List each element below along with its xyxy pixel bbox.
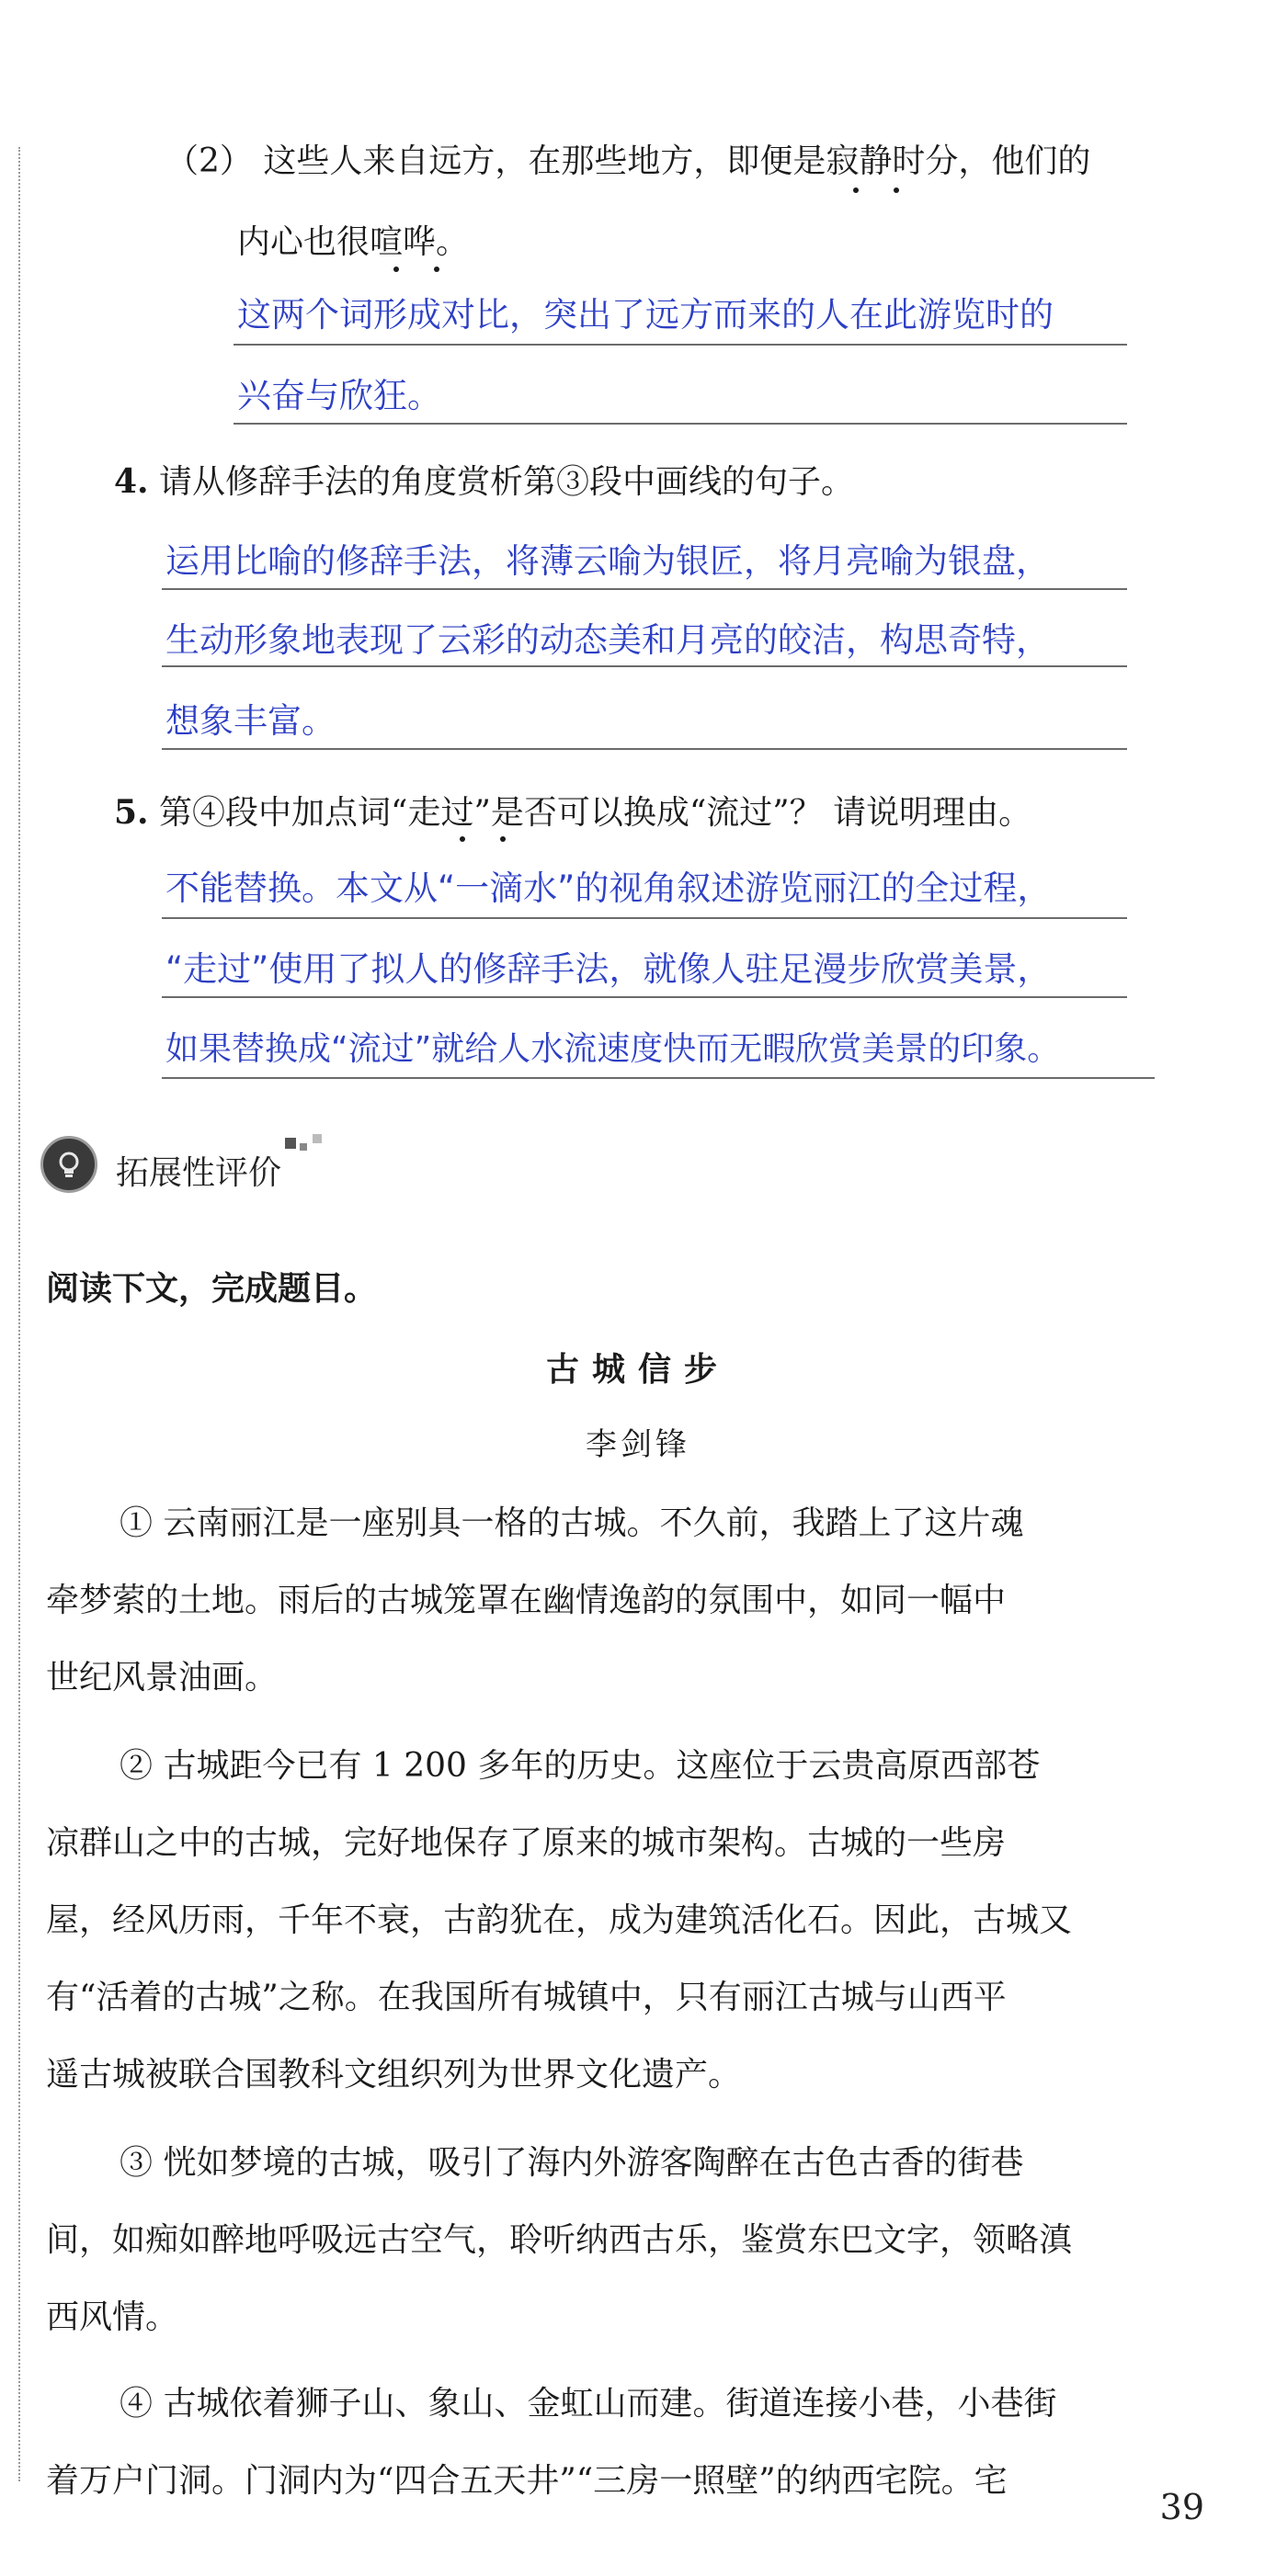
reading-instruction: 阅读下文，完成题目。	[46, 1270, 378, 1308]
badge-circle	[40, 1136, 97, 1193]
q3-answer-line: 这两个词形成对比，突出了远方而来的人在此游览时的	[237, 295, 1054, 335]
emphasis-dot	[393, 267, 399, 272]
emphasis-dot	[434, 267, 439, 272]
emphasis-dot	[853, 187, 859, 193]
article-line: 有“活着的古城”之称。在我国所有城镇中，只有丽江古城与山西平	[46, 1979, 1007, 2016]
answer-rule	[162, 996, 1127, 998]
article-line: ② 古城距今已有 1 200 多年的历史。这座位于云贵高原西部苍	[120, 1747, 1041, 1785]
q4-answer-line: 运用比喻的修辞手法，将薄云喻为银匠，将月亮喻为银盘，	[165, 541, 1050, 581]
emphasis-dot	[500, 836, 506, 842]
page-number: 39	[1159, 2487, 1204, 2527]
answer-rule	[234, 344, 1127, 346]
answer-rule	[162, 665, 1127, 667]
badge-decoration	[285, 1138, 296, 1149]
section-header	[40, 1132, 316, 1198]
emphasis-dot	[460, 836, 465, 842]
article-line: 间，如痴如醉地呼吸远古空气，聆听纳西古乐，鉴赏东巴文字，领略滇	[46, 2221, 1073, 2259]
article-title: 古城信步	[545, 1351, 730, 1389]
article-author: 李剑锋	[586, 1426, 690, 1463]
article-line: 西风情。	[46, 2298, 179, 2336]
answer-rule	[162, 748, 1127, 750]
article-line: ④ 古城依着狮子山、象山、金虹山而建。街道连接小巷，小巷街	[120, 2385, 1057, 2423]
article-line: 屋，经风历雨，千年不衰，古韵犹在，成为建筑活化石。因此，古城又	[46, 1901, 1073, 1939]
answer-rule	[234, 423, 1127, 425]
q5-answer-line: 如果替换成“流过”就给人水流速度快而无暇欣赏美景的印象。	[165, 1030, 1061, 1068]
badge-decoration	[313, 1134, 322, 1143]
article-line: ③ 恍如梦境的古城，吸引了海内外游客陶醉在古色古香的街巷	[120, 2144, 1024, 2182]
article-line: 着万户门洞。门洞内为“四合五天井”“三房一照壁”的纳西宅院。宅	[46, 2462, 1008, 2500]
article-line: 世纪风景油画。	[46, 1659, 279, 1697]
q3-part2-line1: （2） 这些人来自远方，在那些地方，即便是寂静时分，他们的	[165, 142, 1091, 180]
article-line: ① 云南丽江是一座别具一格的古城。不久前，我踏上了这片魂	[120, 1504, 1024, 1542]
q5-question	[114, 793, 1032, 832]
section-label: 拓展性评价	[116, 1154, 282, 1192]
article-line: 遥古城被联合国教科文组织列为世界文化遗产。	[46, 2056, 742, 2094]
article-line: 凉群山之中的古城，完好地保存了原来的城市架构。古城的一些房	[46, 1824, 1007, 1862]
q4-answer-line: 生动形象地表现了云彩的动态美和月亮的皎洁，构思奇特，	[165, 620, 1050, 660]
article-line: 牵梦萦的土地。雨后的古城笼罩在幽情逸韵的氛围中，如同一幅中	[46, 1582, 1007, 1619]
q4-answer-line: 想象丰富。	[165, 701, 336, 741]
answer-rule	[162, 588, 1127, 590]
q4-question	[114, 462, 855, 501]
emphasis-dot	[894, 187, 899, 193]
lightbulb-icon	[53, 1149, 85, 1180]
q4-number: 4.	[114, 462, 149, 501]
badge-decoration	[300, 1143, 307, 1151]
margin-dotted-line	[18, 147, 20, 2481]
q5-number: 5.	[114, 793, 149, 832]
q3-answer-line: 兴奋与欣狂。	[237, 376, 441, 415]
q5-text: 第④段中加点词“走过”是否可以换成“流过”？ 请说明理由。	[159, 794, 1032, 832]
q4-text: 请从修辞手法的角度赏析第③段中画线的句子。	[159, 463, 855, 501]
q5-answer-line: “走过”使用了拟人的修辞手法，就像人驻足漫步欣赏美景，	[165, 949, 1052, 989]
q3-part2-line2: 内心也很喧哗。	[237, 223, 470, 261]
answer-rule	[162, 917, 1127, 919]
answer-rule	[162, 1077, 1155, 1079]
q5-answer-line: 不能替换。本文从“一滴水”的视角叙述游览丽江的全过程，	[165, 868, 1052, 908]
